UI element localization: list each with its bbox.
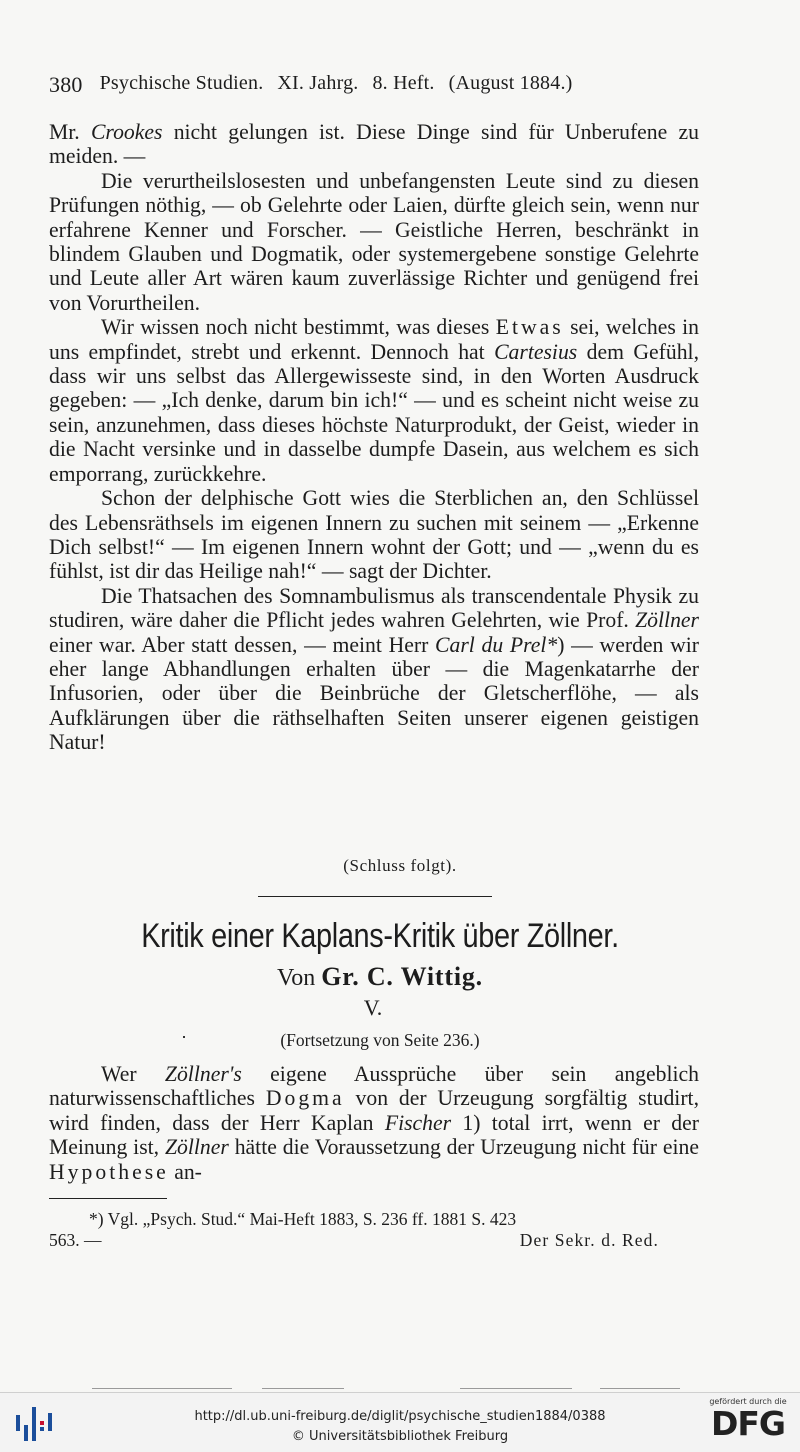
article-body-second	[49, 1062, 699, 1184]
italic-run: Zöllner	[164, 1135, 229, 1160]
italic-run: Zöllner	[635, 608, 699, 633]
running-header	[49, 72, 699, 98]
article-body	[49, 120, 699, 755]
paragraph	[49, 584, 699, 755]
volume-label: XI. Jahrg.	[277, 72, 359, 94]
footnote-divider	[49, 1198, 167, 1199]
closing-note: (Schluss folgt).	[343, 856, 457, 875]
text-run: an-	[168, 1159, 202, 1184]
bleed-through-line	[262, 1388, 344, 1389]
italic-run: Carl du Prel*	[435, 632, 558, 657]
text-run: Wer	[101, 1062, 165, 1086]
text-run: Die verurtheilslosesten und unbefangensten Leute sind zu diesen Prüfungen nöthig, — ob Gelehrte oder Laien, dürfte gleich sein, wenn nur erfahrene Kenner und Forscher. — Geistliche Herren, beschränkt in blindem Glauben und Dogmatik, oder systemergebene sonstige Gelehrte und Leute aller Art wären kaum zuverlässige Richter und genügend frei von Vorurtheilen.	[49, 168, 699, 315]
paragraph	[49, 169, 699, 315]
text-run: Schon der delphische Gott wies die Sterblichen an, den Schlüssel des Lebensräthsels im eigenen Innern zu suchen mit seinem — „Erkenne Dich selbst!“ — Im eigenen Innern wohnt der Gott; und — „wenn du es fühlst, ist dir das Heilige nah!“ — sagt der Dichter.	[49, 486, 699, 584]
text-run: Die Thatsachen des Somnambulismus als transcendentale Physik zu studiren, wäre daher die Pflicht jedes wahren Gelehrten, wie Prof.	[49, 583, 699, 633]
section-divider	[258, 896, 492, 897]
byline-prefix: Von	[277, 965, 316, 991]
paragraph	[49, 315, 699, 486]
spaced-run: Hypothese	[49, 1159, 169, 1184]
journal-title: Psychische Studien.	[99, 72, 264, 94]
italic-run: Cartesius	[494, 339, 578, 364]
text-run: nicht gelungen ist. Diese Dinge sind für Unberufene zu meiden. —	[49, 120, 699, 169]
author-name: Gr. C. Wittig.	[321, 962, 483, 991]
issue-label: 8. Heft.	[372, 72, 435, 94]
text-run: hätte die Voraussetzung der Urzeugung nicht für eine	[228, 1135, 699, 1160]
footnote-line: *) Vgl. „Psych. Stud.“ Mai-Heft 1883, S. 236 ff. 1881 S. 423	[89, 1209, 517, 1229]
byline	[0, 962, 760, 992]
dfg-wordmark: DFG	[710, 1404, 786, 1443]
article-title: Kritik einer Kaplans-Kritik über Zöllner.	[141, 917, 619, 955]
paragraph	[49, 1062, 699, 1184]
footnote	[49, 1209, 699, 1250]
italic-run: Crookes	[90, 120, 163, 144]
text-run: 1) total irrt, wenn er der Meinung ist,	[49, 1110, 699, 1160]
part-number: V.	[363, 995, 383, 1020]
dfg-caption: gefördert durch die	[709, 1397, 787, 1406]
bleed-through-line	[460, 1388, 572, 1389]
spaced-run: Etwas	[495, 315, 564, 340]
text-run: ) — werden wir eher lange Abhandlungen erhalten über — die Magenkatarrhe der Infusorien, oder über die Beinbrüche der Gletscherflöhe, — als Aufklärungen über die räthselhaften Seiten unserer eigenen geistigen Natur!	[49, 632, 699, 755]
text-run: von der Urzeugung sorgfältig studirt, wird finden, dass der Herr Kaplan	[49, 1086, 700, 1135]
text-run: Wir wissen noch nicht bestimmt, was dieses	[101, 315, 496, 340]
footnote-signature: Der Sekr. d. Red.	[519, 1229, 659, 1250]
footnote-line-end: 563. —	[49, 1229, 102, 1250]
viewer-footer	[0, 1392, 800, 1452]
spaced-run: Dogma	[265, 1086, 345, 1111]
bleed-through-line	[600, 1388, 680, 1389]
dfg-logo[interactable]	[702, 1397, 794, 1447]
permalink-url[interactable]: http://dl.ub.uni-freiburg.de/diglit/psychische_studien1884/0388	[194, 1409, 606, 1424]
copyright-notice: © Universitätsbibliothek Freiburg	[291, 1429, 509, 1444]
continuation-note: (Fortsetzung von Seite 236.)	[280, 1030, 480, 1050]
paragraph	[49, 120, 699, 169]
italic-run: Fischer	[384, 1110, 452, 1135]
text-run: einer war. Aber statt dessen, — meint Herr	[49, 632, 436, 657]
text-run: Mr.	[49, 120, 91, 144]
bleed-through-line	[92, 1388, 232, 1389]
page-number: 380	[49, 72, 83, 97]
paragraph	[49, 486, 699, 584]
text-run: eigene Aussprüche über sein angeblich naturwissenschaftliches	[49, 1062, 699, 1111]
text-run: sei, welches in uns empfindet, strebt und erkennt. Dennoch hat	[49, 315, 699, 364]
italic-run: Zöllner's	[164, 1062, 242, 1086]
text-run: dem Gefühl, dass wir uns selbst das Allergewisseste sind, in den Worten Ausdruck gegeben: — „Ich denke, darum bin ich!“ — und es scheint nicht weise zu sein, anzunehmen, dass dieses höchste Naturprodukt, der Geist, wieder in die Nacht versinke und in dasselbe dumpfe Dasein, aus welchem es sich emporrang, zurückkehre.	[49, 339, 699, 486]
issue-date: (August 1884.)	[448, 72, 573, 94]
